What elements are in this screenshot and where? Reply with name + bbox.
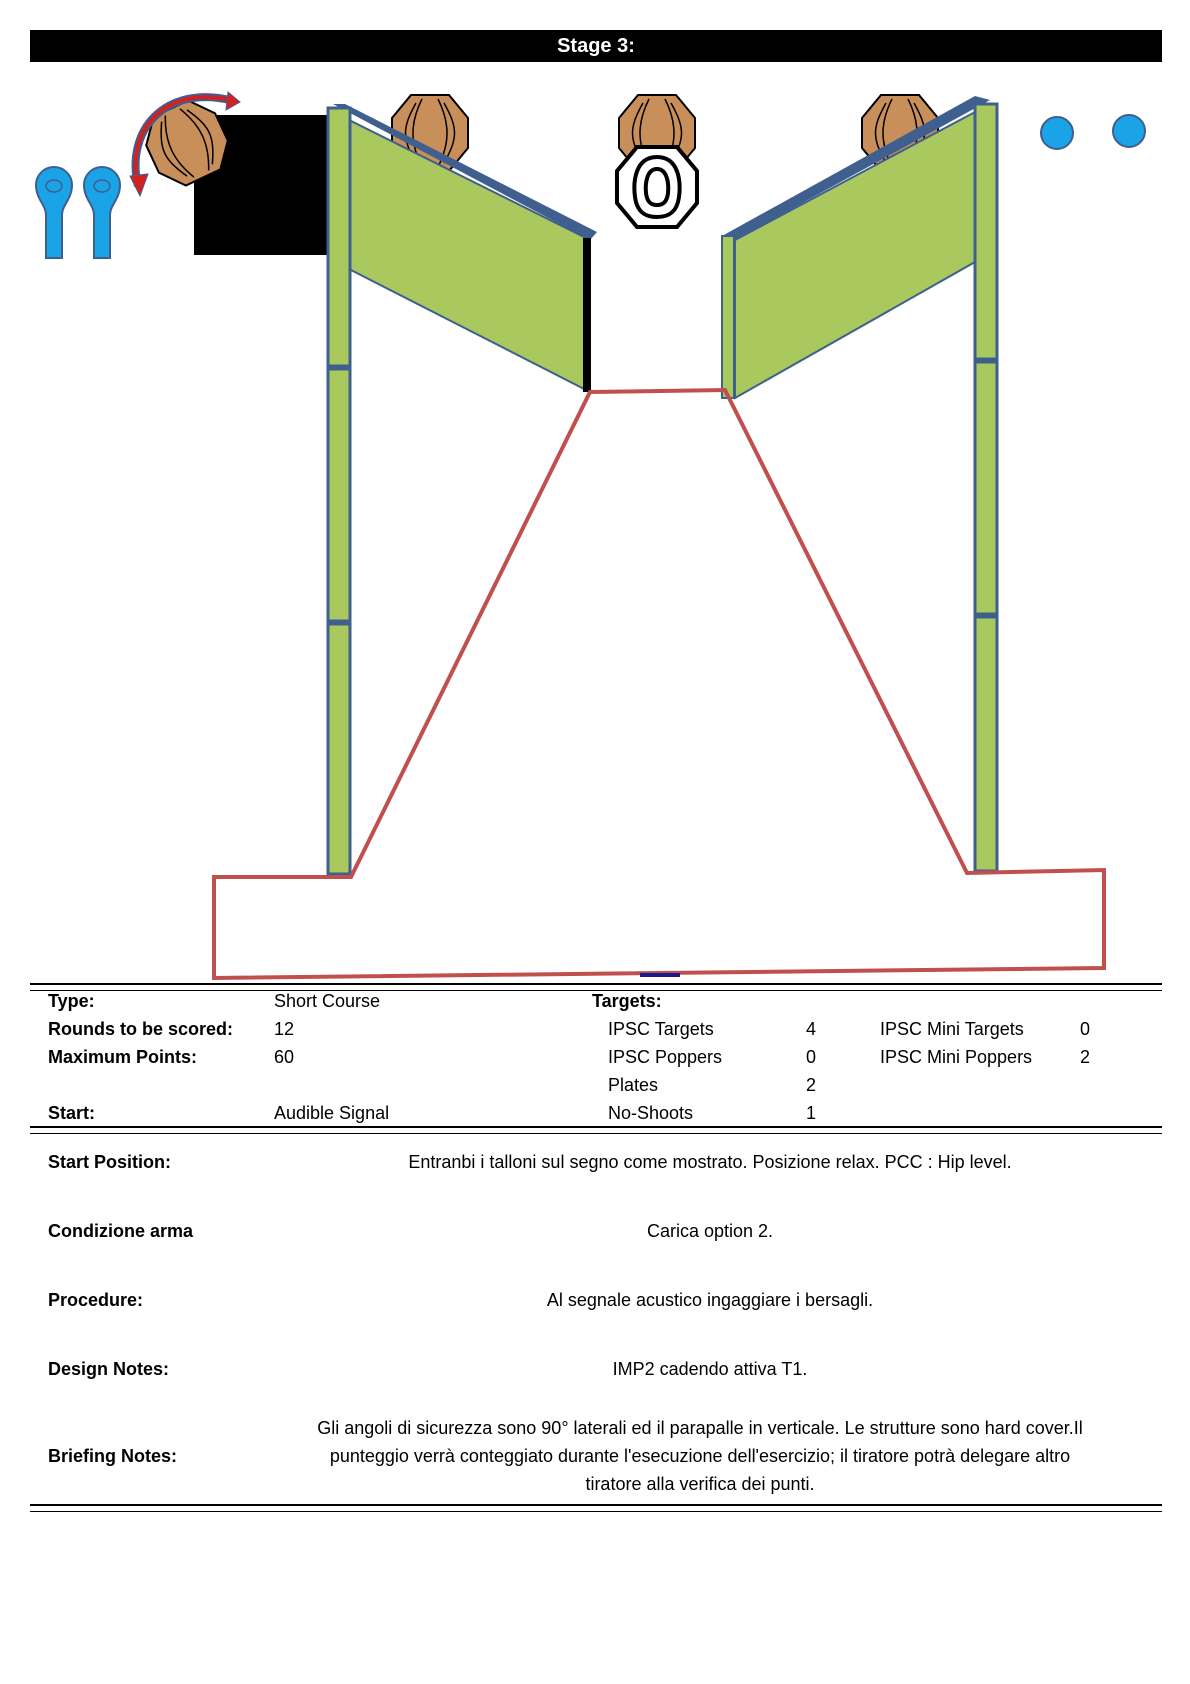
no-shoots-label: No-Shoots [608,1103,694,1123]
start-label: Start: [48,1103,96,1123]
max-points-value: 60 [274,1047,295,1067]
briefing-notes-label: Briefing Notes: [48,1446,178,1466]
targets-label: Targets: [592,991,662,1011]
procedure-text: Al segnale acustico ingaggiare i bersagli. [546,1290,874,1310]
rounds-value: 12 [274,1019,295,1039]
start-position-label: Start Position: [48,1152,172,1172]
no-shoot-icon [617,147,697,227]
plate-icon [1041,117,1073,149]
type-value: Short Course [274,991,381,1011]
mini-poppers-value: 2 [1080,1047,1091,1067]
weapon-condition-text: Carica option 2. [646,1221,774,1241]
start-position-text: Entranbi i talloni sul segno come mostrato. Posizione relax. PCC : Hip level. [408,1152,1012,1172]
rounds-label: Rounds to be scored: [48,1019,234,1039]
right-wall [722,96,990,398]
separator [30,1504,1162,1512]
max-points-label: Maximum Points: [48,1047,198,1067]
ipsc-poppers-value: 0 [806,1047,817,1067]
weapon-condition-label: Condizione arma [48,1221,194,1241]
mini-targets-label: IPSC Mini Targets [880,1019,1024,1039]
mini-targets-value: 0 [1080,1019,1091,1039]
type-label: Type: [48,991,95,1011]
no-shoots-value: 1 [806,1103,817,1123]
design-notes-text: IMP2 cadendo attiva T1. [612,1359,808,1379]
left-side-wall [328,108,350,874]
mini-poppers-label: IPSC Mini Poppers [880,1047,1033,1067]
procedure-label: Procedure: [48,1290,144,1310]
ipsc-poppers-label: IPSC Poppers [608,1047,723,1067]
plates-label: Plates [608,1075,659,1095]
briefing-notes-text: Gli angoli di sicurezza sono 90° laterali ed il parapalle in verticale. Le strutture sono hard cover.Il punteggio verrà conteggiato durante l'esecuzione dell'esercizio; il tiratore potrà delegare altro tiratore alla verifica dei punti. [317,1418,1083,1494]
ipsc-targets-label: IPSC Targets [608,1019,714,1039]
design-notes-label: Design Notes: [48,1359,170,1379]
ipsc-targets-value: 4 [806,1019,817,1039]
mini-popper-icon [36,167,72,258]
mini-popper-icon [84,167,120,258]
start-value: Audible Signal [274,1103,390,1123]
stage-diagram [0,62,1190,982]
right-side-wall [975,104,997,871]
separator [30,1126,1162,1134]
plates-value: 2 [806,1075,817,1095]
plate-icon [1113,115,1145,147]
stage-title: Stage 3: [30,30,1162,62]
